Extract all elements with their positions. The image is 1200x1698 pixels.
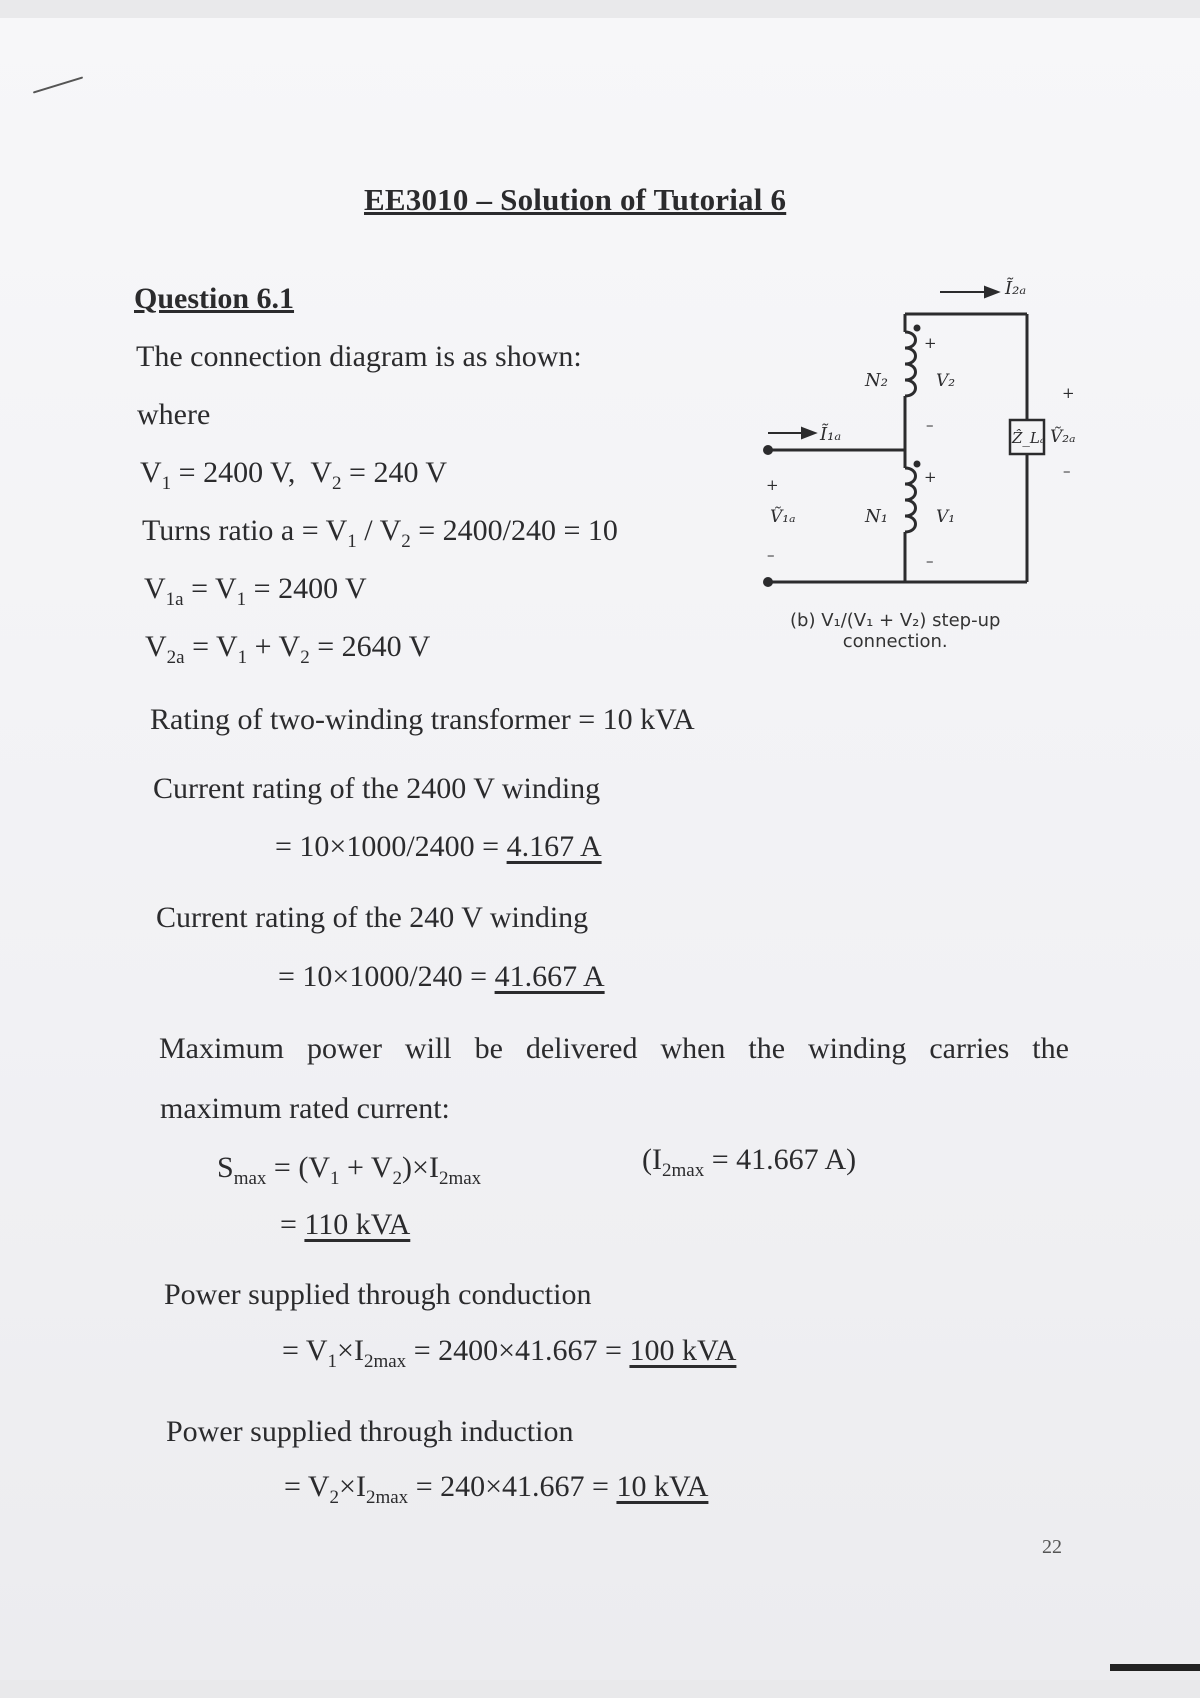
page-edge-shadow [1110, 1664, 1200, 1671]
label-v2a: Ṽ₂ₐ [1050, 427, 1076, 447]
turns-ratio-tail: = 2400/240 = 10 [410, 514, 618, 547]
max-power-word: winding [808, 1032, 907, 1065]
current-2400-expr: = 10×1000/2400 = [275, 830, 507, 863]
label-v1: V₁ [936, 507, 956, 527]
current-240-calc [278, 960, 605, 994]
label-v1a: Ṽ₁ₐ [770, 507, 796, 527]
where-text: where [137, 398, 211, 431]
max-power-word: the [748, 1032, 786, 1065]
conduction-expr: = 2400×41.667 = [406, 1334, 630, 1367]
max-power-line1 [159, 1032, 1069, 1066]
svg-text:+: + [924, 468, 937, 486]
label-i2a: Ĩ₂ₐ [1005, 278, 1027, 299]
induction-label: Power supplied through induction [166, 1415, 574, 1448]
current-2400-result: 4.167 A [506, 830, 602, 863]
conduction-result: 100 kVA [629, 1334, 737, 1367]
label-n1: N₁ [865, 506, 888, 527]
page-number: 22 [1042, 1536, 1062, 1558]
diagram-caption [790, 610, 1000, 652]
given-values: $V_1 = 2400$ V, $V_2 = 240$ V [140, 456, 448, 494]
n1-coil [905, 468, 916, 532]
smax-note-value: = 41.667 A) [704, 1143, 857, 1176]
svg-text:–: – [1063, 462, 1071, 480]
smax-note: ($I_{2max} = 41.667$ A) [642, 1143, 857, 1181]
v1a-equation: $V_{1a} = V_1 = 2400$ V [144, 572, 367, 610]
autotransformer-diagram [740, 270, 1100, 610]
input-terminal-bottom [763, 577, 773, 587]
current-2400-label: Current rating of the 2400 V winding [153, 772, 601, 805]
rating-line: Rating of two-winding transformer = 10 kVA [150, 703, 695, 736]
max-power-line2: maximum rated current: [160, 1092, 450, 1125]
current-240-label: Current rating of the 240 V winding [156, 901, 589, 934]
smax-equation: $S_{max} = (V_1 + V_2)\times I_{2max}$ [217, 1151, 482, 1189]
n2-polarity-dot [914, 325, 921, 332]
svg-text:–: – [926, 416, 934, 434]
turns-ratio: Turns ratio $a = V_1 / V_2 = 2400/240 = 10$ [142, 514, 618, 552]
svg-text:+: + [924, 334, 937, 352]
label-n2: N₂ [865, 370, 888, 391]
v2a-equation: $V_{2a} = V_1 + V_2 = 2640$ V [145, 630, 431, 668]
caption-line2: connection. [842, 631, 948, 652]
i2a-arrow [985, 287, 998, 297]
smax-result: 110 kVA [304, 1208, 411, 1241]
i1a-arrow [802, 428, 815, 438]
given-v1: 2400 V, [203, 456, 296, 489]
v1a-value: = 2400 V [246, 572, 367, 605]
current-240-expr: = 10×1000/240 = [278, 960, 495, 993]
induction-result: 10 kVA [616, 1470, 709, 1503]
conduction-label: Power supplied through conduction [164, 1278, 592, 1311]
max-power-word: carries [929, 1032, 1010, 1065]
intro-text: The connection diagram is as shown: [136, 340, 582, 373]
max-power-word: Maximum [159, 1032, 284, 1065]
max-power-word: delivered [525, 1032, 638, 1065]
svg-text:+: + [1062, 384, 1075, 402]
current-2400-calc [275, 830, 602, 864]
v2a-value: = 2640 V [309, 630, 431, 663]
question-heading: Question 6.1 [134, 282, 295, 315]
input-terminal-top [763, 445, 773, 455]
page-title: EE3010 – Solution of Tutorial 6 [364, 182, 787, 217]
max-power-word: power [306, 1032, 382, 1065]
induction-expr: = 240×41.667 = [408, 1470, 617, 1503]
label-v2: V₂ [936, 371, 956, 391]
induction-calc: = $V_2\times I_{2max} = 240\times 41.667 = 10$ kVA [284, 1470, 709, 1508]
svg-text:+: + [766, 476, 779, 494]
max-power-word: the [1032, 1032, 1069, 1065]
label-i1a: Ĩ₁ₐ [820, 424, 842, 445]
label-zl: Ẑ_Lₐ [1012, 429, 1046, 447]
conduction-calc: = $V_1\times I_{2max} = 2400\times 41.667 = 100$ kVA [282, 1334, 737, 1372]
current-240-result: 41.667 A [494, 960, 605, 993]
svg-text:–: – [926, 552, 934, 570]
smax-result-line: = 110 kVA [280, 1208, 411, 1241]
smax-expr: = (V [266, 1151, 330, 1184]
max-power-word: be [474, 1032, 503, 1065]
n2-coil [905, 332, 916, 396]
caption-line1: (b) V₁/(V₁ + V₂) step-up [790, 610, 1001, 631]
max-power-word: when [660, 1032, 726, 1065]
n1-polarity-dot [914, 461, 921, 468]
svg-text:–: – [767, 546, 775, 564]
max-power-word: will [404, 1032, 452, 1065]
given-v2: 240 V [373, 456, 448, 489]
turns-ratio-head: Turns ratio a = V [142, 514, 348, 547]
